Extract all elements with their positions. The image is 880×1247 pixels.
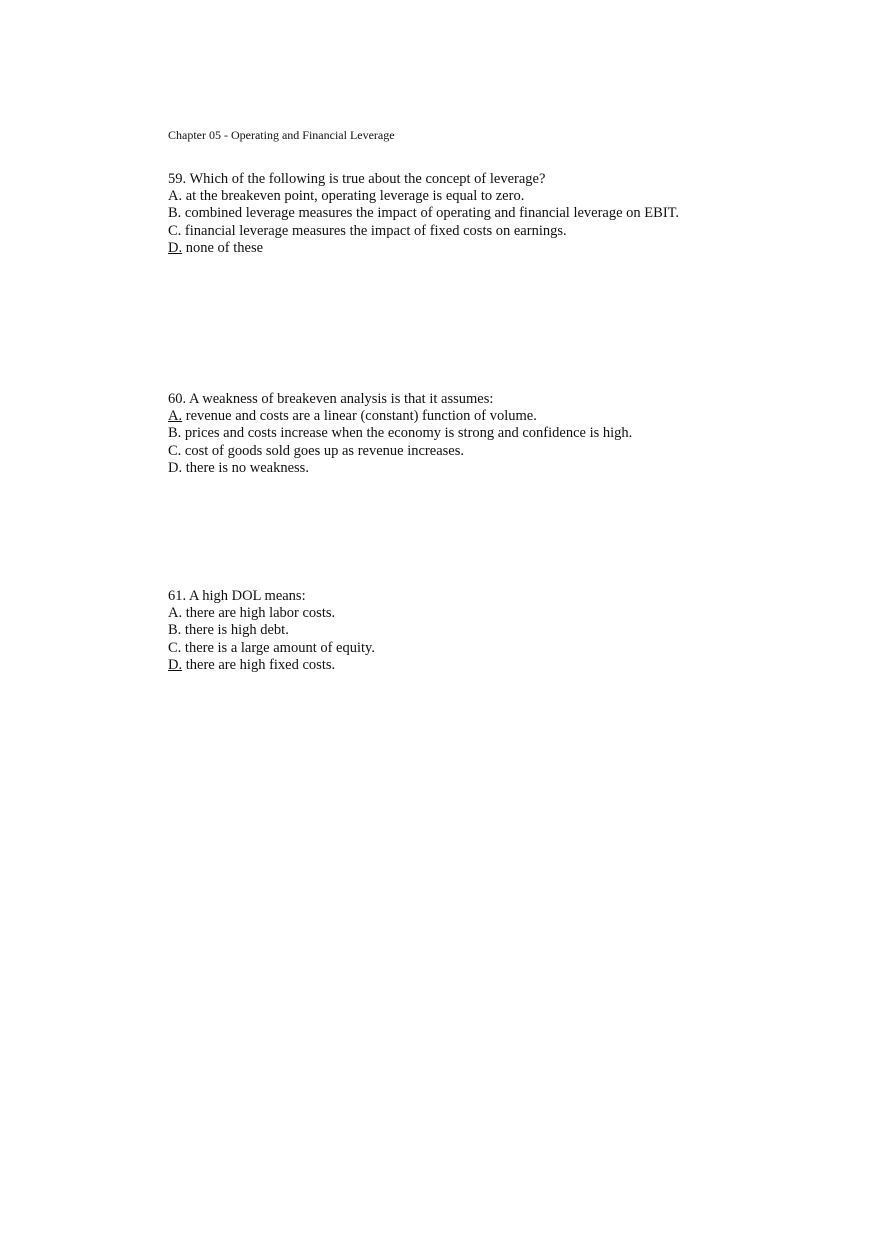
option-text: revenue and costs are a linear (constant) function of volume. xyxy=(185,408,537,425)
option-c xyxy=(168,443,632,460)
question-61 xyxy=(168,588,375,674)
option-b xyxy=(168,425,632,442)
option-text: there is no weakness. xyxy=(185,459,309,476)
option-text: there are high labor costs. xyxy=(185,605,336,622)
option-a xyxy=(168,188,679,205)
question-60 xyxy=(168,391,632,477)
option-c xyxy=(168,223,679,240)
option-letter: A. xyxy=(168,188,183,205)
option-d xyxy=(168,460,632,477)
question-59 xyxy=(168,171,679,257)
chapter-header: Chapter 05 - Operating and Financial Leverage xyxy=(168,128,395,142)
option-letter: C. xyxy=(168,222,182,239)
correct-option-letter: A. xyxy=(168,408,183,425)
option-text: none of these xyxy=(185,239,264,256)
option-d xyxy=(168,657,375,674)
option-letter: D. xyxy=(168,459,183,476)
option-text: cost of goods sold goes up as revenue increases. xyxy=(184,442,464,459)
option-text: there are high fixed costs. xyxy=(185,656,336,673)
option-letter: B. xyxy=(168,205,182,222)
option-d xyxy=(168,240,679,257)
option-text: prices and costs increase when the economy is strong and confidence is high. xyxy=(184,425,633,442)
option-text: there is high debt. xyxy=(184,622,289,639)
option-text: at the breakeven point, operating leverage is equal to zero. xyxy=(185,188,525,205)
option-b xyxy=(168,622,375,639)
correct-option-letter: D. xyxy=(168,239,183,256)
option-a xyxy=(168,605,375,622)
question-stem: 60. A weakness of breakeven analysis is that it assumes: xyxy=(168,391,494,407)
option-b xyxy=(168,205,679,222)
option-letter: A. xyxy=(168,605,183,622)
option-letter: C. xyxy=(168,442,182,459)
option-text: there is a large amount of equity. xyxy=(184,639,375,656)
option-c xyxy=(168,640,375,657)
correct-option-letter: D. xyxy=(168,656,183,673)
option-letter: C. xyxy=(168,639,182,656)
option-letter: B. xyxy=(168,622,182,639)
option-text: financial leverage measures the impact of fixed costs on earnings. xyxy=(184,222,567,239)
option-letter: B. xyxy=(168,425,182,442)
option-a xyxy=(168,408,632,425)
question-stem: 59. Which of the following is true about the concept of leverage? xyxy=(168,171,546,187)
question-stem: 61. A high DOL means: xyxy=(168,588,306,604)
option-text: combined leverage measures the impact of operating and financial leverage on EBIT. xyxy=(184,205,680,222)
